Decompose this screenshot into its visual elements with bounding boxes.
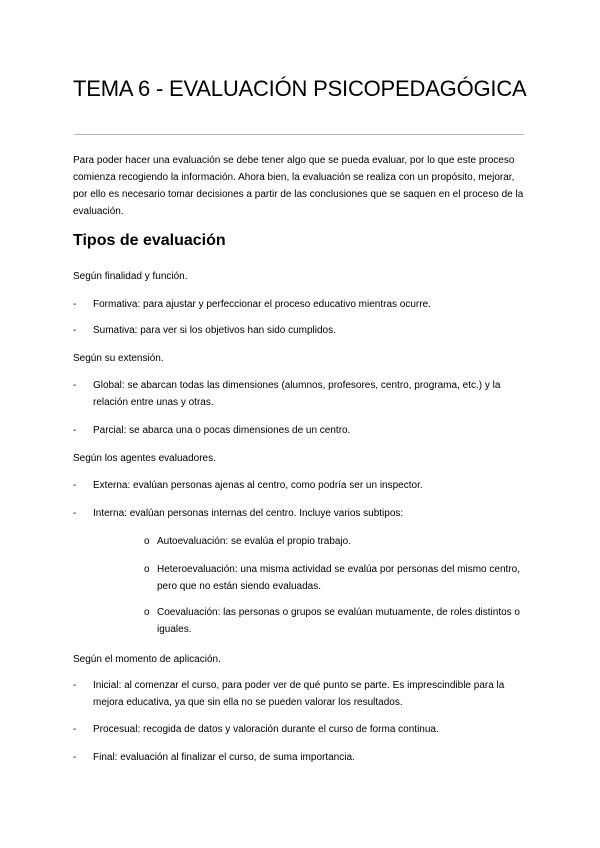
dash-bullet: -	[73, 325, 77, 336]
document-title: TEMA 6 - EVALUACIÓN PSICOPEDAGÓGICA	[73, 76, 527, 101]
intro-paragraph: Para poder hacer una evaluación se debe tener algo que se pueda evaluar, por lo que este proceso comienza recogiendo la información. Ahora bien, la evaluación se realiza con un propósito, mejorar, por ello es necesario tomar decisiones a partir de las conclusiones que se saquen en el proceso de la evaluación.	[73, 155, 524, 217]
circle-bullet: o	[144, 564, 150, 575]
list-item-procesual: Procesual: recogida de datos y valoración durante el curso de forma continua.	[93, 724, 439, 735]
dash-bullet: -	[73, 425, 77, 436]
subitem-autoevaluacion: Autoevaluación: se evalúa el propio trabajo.	[157, 536, 352, 547]
group-label-extension: Según su extensión.	[73, 353, 164, 364]
subitem-heteroevaluacion: Heteroevaluación: una misma actividad se evalúa por personas del mismo centro, pero que no están siendo evaluadas.	[157, 564, 520, 592]
list-item-global: Global: se abarcan todas las dimensiones (alumnos, profesores, centro, programa, etc.) y la relación entre unas y otras.	[93, 380, 501, 408]
circle-bullet: o	[144, 536, 150, 547]
title-divider	[74, 134, 524, 135]
group-label-momento: Según el momento de aplicación.	[73, 654, 221, 665]
list-item-inicial: Inicial: al comenzar el curso, para poder ver de qué punto se parte. Es imprescindible para la mejora educativa, ya que sin ella no se pueden valorar los resultados.	[93, 680, 505, 708]
dash-bullet: -	[73, 380, 77, 391]
dash-bullet: -	[73, 508, 77, 519]
dash-bullet: -	[73, 752, 77, 763]
list-item-interna: Interna: evalúan personas internas del centro. Incluye varios subtipos:	[93, 508, 404, 519]
dash-bullet: -	[73, 299, 77, 310]
dash-bullet: -	[73, 680, 77, 691]
list-item-externa: Externa: evalúan personas ajenas al centro, como podría ser un inspector.	[93, 480, 423, 491]
subitem-coevaluacion: Coevaluación: las personas o grupos se evalúan mutuamente, de roles distintos o iguales.	[157, 607, 520, 635]
list-item-final: Final: evaluación al finalizar el curso, de suma importancia.	[93, 752, 355, 763]
list-item-sumativa: Sumativa: para ver si los objetivos han sido cumplidos.	[93, 325, 336, 336]
group-label-finalidad: Según finalidad y función.	[73, 271, 188, 282]
circle-bullet: o	[144, 607, 150, 618]
list-item-parcial: Parcial: se abarca una o pocas dimensiones de un centro.	[93, 425, 351, 436]
dash-bullet: -	[73, 480, 77, 491]
list-item-formativa: Formativa: para ajustar y perfeccionar el proceso educativo mientras ocurre.	[93, 299, 431, 310]
section-heading: Tipos de evaluación	[73, 232, 226, 249]
group-label-agentes: Según los agentes evaluadores.	[73, 453, 216, 464]
dash-bullet: -	[73, 724, 77, 735]
